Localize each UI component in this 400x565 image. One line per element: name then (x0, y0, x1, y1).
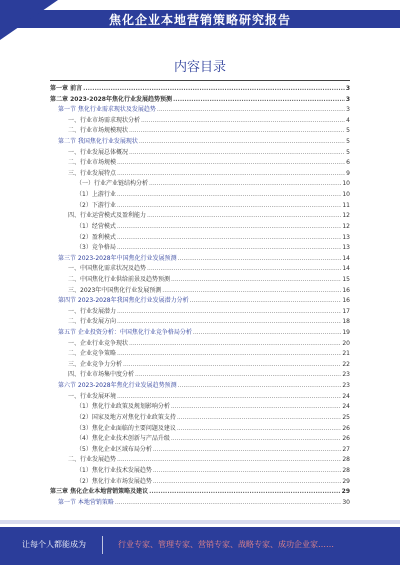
toc-entry-label: （3）焦化企业面临的主要问题及建议 (76, 424, 176, 432)
toc-leader-dots (117, 158, 345, 169)
toc-entry-page: 21 (342, 350, 350, 358)
toc-leader-dots (173, 95, 345, 106)
toc-entry-label: 一、中国焦化需求状况及趋势 (68, 265, 147, 273)
toc-entry-page: 18 (342, 318, 350, 326)
toc-entry-label: 第二节 我国焦化行业发展现状 (58, 138, 138, 146)
toc-entry-page: 20 (342, 339, 350, 347)
page-header (0, 0, 400, 40)
toc-leader-dots (135, 370, 341, 381)
toc-leader-dots (117, 201, 342, 212)
toc-entry-page: 23 (342, 382, 350, 390)
toc-entry-label: （5）焦化企业区域布局分析 (76, 445, 152, 453)
toc-entry[interactable] (50, 233, 350, 244)
toc-entry-label: （2）焦化行业市场发展趋势 (76, 477, 152, 485)
toc-leader-dots (117, 222, 342, 233)
toc-entry[interactable] (50, 116, 350, 127)
toc-entry[interactable] (50, 349, 350, 360)
toc-leader-dots (117, 455, 341, 466)
toc-entry[interactable] (50, 169, 350, 180)
toc-entry[interactable] (50, 498, 350, 509)
toc-entry[interactable] (50, 392, 350, 403)
toc-leader-dots (147, 211, 341, 222)
toc-entry[interactable] (50, 307, 350, 318)
toc-entry-page: 26 (342, 424, 350, 432)
toc-entry-label: 三、2023年中国焦化行业发展预测 (68, 286, 162, 294)
toc-entry-page: 13 (342, 244, 350, 252)
toc-entry-page: 14 (342, 254, 350, 262)
toc-entry-page: 25 (342, 413, 350, 421)
toc-entry-label: 一、行业市场需求现状分析 (68, 116, 141, 124)
toc-entry[interactable] (50, 148, 350, 159)
toc-entry-label: （3）竞争格局 (76, 244, 116, 252)
toc-entry-label: 三、企业竞争力分析 (68, 360, 123, 368)
toc-entry-page: 13 (342, 233, 350, 241)
toc-entry[interactable] (50, 339, 350, 350)
toc-divider (50, 80, 350, 81)
toc-entry-label: 第六节 2023-2028年焦化行业发展趋势预测 (58, 382, 177, 390)
toc-entry-page: 29 (341, 488, 350, 496)
toc-leader-dots (171, 402, 342, 413)
toc-entry[interactable] (50, 222, 350, 233)
toc-entry[interactable] (50, 105, 350, 116)
toc-leader-dots (193, 328, 341, 339)
toc-entry[interactable] (50, 158, 350, 169)
toc-entry[interactable] (50, 84, 350, 95)
toc-leader-dots (117, 349, 341, 360)
toc-leader-dots (157, 105, 345, 116)
toc-entry-page: 10 (342, 191, 350, 199)
toc-entry-page: 30 (342, 498, 350, 506)
toc-leader-dots (129, 339, 341, 350)
toc-entry-label: 二、中国焦化行业供给前景及趋势预测 (68, 275, 171, 283)
page-footer (0, 527, 400, 565)
toc-entry[interactable] (50, 434, 350, 445)
toc-entry[interactable] (50, 243, 350, 254)
toc-leader-dots (115, 498, 341, 509)
toc-entry[interactable] (50, 370, 350, 381)
toc-leader-dots (117, 243, 342, 254)
toc-entry[interactable] (50, 328, 350, 339)
footer-stripe (0, 520, 400, 524)
toc-leader-dots (162, 286, 341, 297)
table-of-contents (50, 84, 350, 508)
toc-entry-page: 23 (342, 371, 350, 379)
toc-entry-page: 16 (342, 286, 350, 294)
toc-leader-dots (147, 264, 341, 275)
toc-leader-dots (153, 445, 342, 456)
toc-entry-page: 14 (342, 265, 350, 273)
toc-entry-label: （4）焦化企业技术创新与产品升级 (76, 435, 170, 443)
toc-entry-page: 12 (342, 222, 350, 230)
toc-entry[interactable] (50, 211, 350, 222)
toc-entry-label: 四、行业市场集中度分析 (68, 371, 135, 379)
toc-entry[interactable] (50, 296, 350, 307)
toc-entry-page: 24 (342, 403, 350, 411)
toc-entry[interactable] (50, 137, 350, 148)
toc-entry-page: 3 (345, 95, 350, 103)
toc-entry[interactable] (50, 487, 350, 498)
toc-leader-dots (149, 487, 341, 498)
toc-entry-page: 17 (342, 307, 350, 315)
toc-entry-page: 4 (346, 116, 350, 124)
toc-entry-page: 26 (342, 435, 350, 443)
toc-entry-label: 第一章 前言 (50, 85, 83, 92)
toc-leader-dots (153, 477, 342, 488)
toc-leader-dots (129, 126, 345, 137)
toc-entry-label: （1）焦化行业政策及规划影响分析 (76, 403, 170, 411)
toc-leader-dots (117, 190, 342, 201)
toc-leader-dots (139, 137, 345, 148)
toc-entry-page: 5 (346, 127, 350, 135)
toc-leader-dots (178, 254, 342, 265)
toc-entry-label: 四、行业运营模式及盈利能力 (68, 212, 147, 220)
toc-entry-label: 第二章 2023-2028年焦化行业发展趋势预测 (50, 95, 172, 103)
toc-entry-label: （1）经营模式 (76, 222, 116, 230)
toc-entry-label: （1）上游行业 (76, 191, 116, 199)
toc-entry-page: 15 (342, 275, 350, 283)
toc-entry-page: 11 (342, 201, 350, 209)
toc-entry-label: （2）盈利模式 (76, 233, 116, 241)
toc-entry-page: 3 (346, 106, 350, 114)
toc-leader-dots (117, 169, 345, 180)
toc-leader-dots (190, 296, 342, 307)
toc-entry-page: 28 (342, 456, 350, 464)
toc-entry-page: 24 (342, 392, 350, 400)
toc-leader-dots (123, 360, 341, 371)
footer-separator (102, 536, 103, 554)
toc-entry[interactable] (50, 381, 350, 392)
toc-leader-dots (177, 413, 342, 424)
toc-entry[interactable] (50, 402, 350, 413)
toc-entry-label: 第三章 焦化企业本地营销策略及建议 (50, 488, 149, 496)
toc-entry-page: 3 (345, 85, 350, 92)
toc-entry-page: 5 (346, 138, 350, 146)
toc-entry[interactable] (50, 424, 350, 435)
toc-entry-label: （1）焦化行业技术发展趋势 (76, 466, 152, 474)
toc-leader-dots (117, 317, 341, 328)
toc-entry[interactable] (50, 254, 350, 265)
toc-entry[interactable] (50, 360, 350, 371)
toc-entry-label: （2）国家及地方对焦化行业政策支持 (76, 413, 176, 421)
toc-entry-label: 第三节 2023-2028年中国焦化行业发展预测 (58, 254, 177, 262)
toc-entry-label: 二、行业发展趋势 (68, 456, 117, 464)
toc-entry-page: 6 (346, 159, 350, 167)
toc-entry[interactable] (50, 477, 350, 488)
toc-entry[interactable] (50, 445, 350, 456)
toc-entry-label: 一、行业发展环境 (68, 392, 117, 400)
toc-entry-page: 12 (342, 212, 350, 220)
toc-leader-dots (129, 148, 345, 159)
toc-entry-label: 第五节 企业投资分析：中国焦化行业竞争格局分析 (58, 329, 192, 337)
toc-entry-label: 第四节 2023-2028年我国焦化行业发展潜力分析 (58, 297, 189, 305)
toc-entry-label: 第一节 焦化行业需求现状及发展趋势 (58, 106, 156, 114)
toc-entry-label: 二、企业竞争策略 (68, 350, 117, 358)
toc-leader-dots (117, 392, 341, 403)
toc-leader-dots (171, 275, 341, 286)
toc-entry-page: 22 (342, 360, 350, 368)
toc-leader-dots (178, 381, 342, 392)
toc-leader-dots (117, 307, 341, 318)
footer-roles: 行业专家、管理专家、营销专家、战略专家、成功企业家…… (118, 540, 334, 549)
toc-entry-page: 27 (342, 445, 350, 453)
toc-entry-label: （一）行业产业链结构分析 (76, 180, 149, 188)
toc-title: 内容目录 (173, 60, 226, 75)
toc-entry[interactable] (50, 201, 350, 212)
toc-entry-label: 二、行业市场规模现状 (68, 127, 129, 135)
toc-entry-page: 5 (346, 148, 350, 156)
toc-leader-dots (153, 466, 342, 477)
toc-entry-label: 一、行业发展潜力 (68, 307, 117, 315)
toc-leader-dots (177, 424, 342, 435)
toc-entry-label: 三、行业发展特点 (68, 169, 117, 177)
toc-leader-dots (149, 179, 341, 190)
toc-leader-dots (83, 84, 345, 95)
toc-entry-page: 29 (342, 477, 350, 485)
toc-entry-label: 一、企业行业竞争现状 (68, 339, 129, 347)
toc-entry-label: 一、行业发展总体概况 (68, 148, 129, 156)
toc-leader-dots (117, 233, 342, 244)
toc-entry[interactable] (50, 95, 350, 106)
toc-entry-page: 9 (346, 169, 350, 177)
toc-entry-page: 10 (342, 180, 350, 188)
toc-entry-page: 16 (342, 297, 350, 305)
toc-entry[interactable] (50, 455, 350, 466)
toc-entry-page: 28 (342, 466, 350, 474)
toc-entry-page: 19 (342, 329, 350, 337)
toc-entry[interactable] (50, 317, 350, 328)
footer-slogan: 让每个人都能成为 (22, 540, 86, 549)
toc-entry-label: 二、行业市场规模 (68, 159, 117, 167)
toc-entry-label: （2）下游行业 (76, 201, 116, 209)
toc-entry-label: 二、行业发展方向 (68, 318, 117, 326)
toc-leader-dots (171, 434, 342, 445)
toc-entry-label: 第一节 本地营销策略 (58, 498, 114, 506)
toc-entry[interactable] (50, 286, 350, 297)
toc-entry[interactable] (50, 466, 350, 477)
toc-leader-dots (141, 116, 345, 127)
toc-entry[interactable] (50, 190, 350, 201)
report-title: 焦化企业本地营销策略研究报告 (108, 13, 291, 27)
toc-entry[interactable] (50, 413, 350, 424)
toc-entry[interactable] (50, 179, 350, 190)
toc-entry[interactable] (50, 126, 350, 137)
toc-entry[interactable] (50, 275, 350, 286)
toc-entry[interactable] (50, 264, 350, 275)
